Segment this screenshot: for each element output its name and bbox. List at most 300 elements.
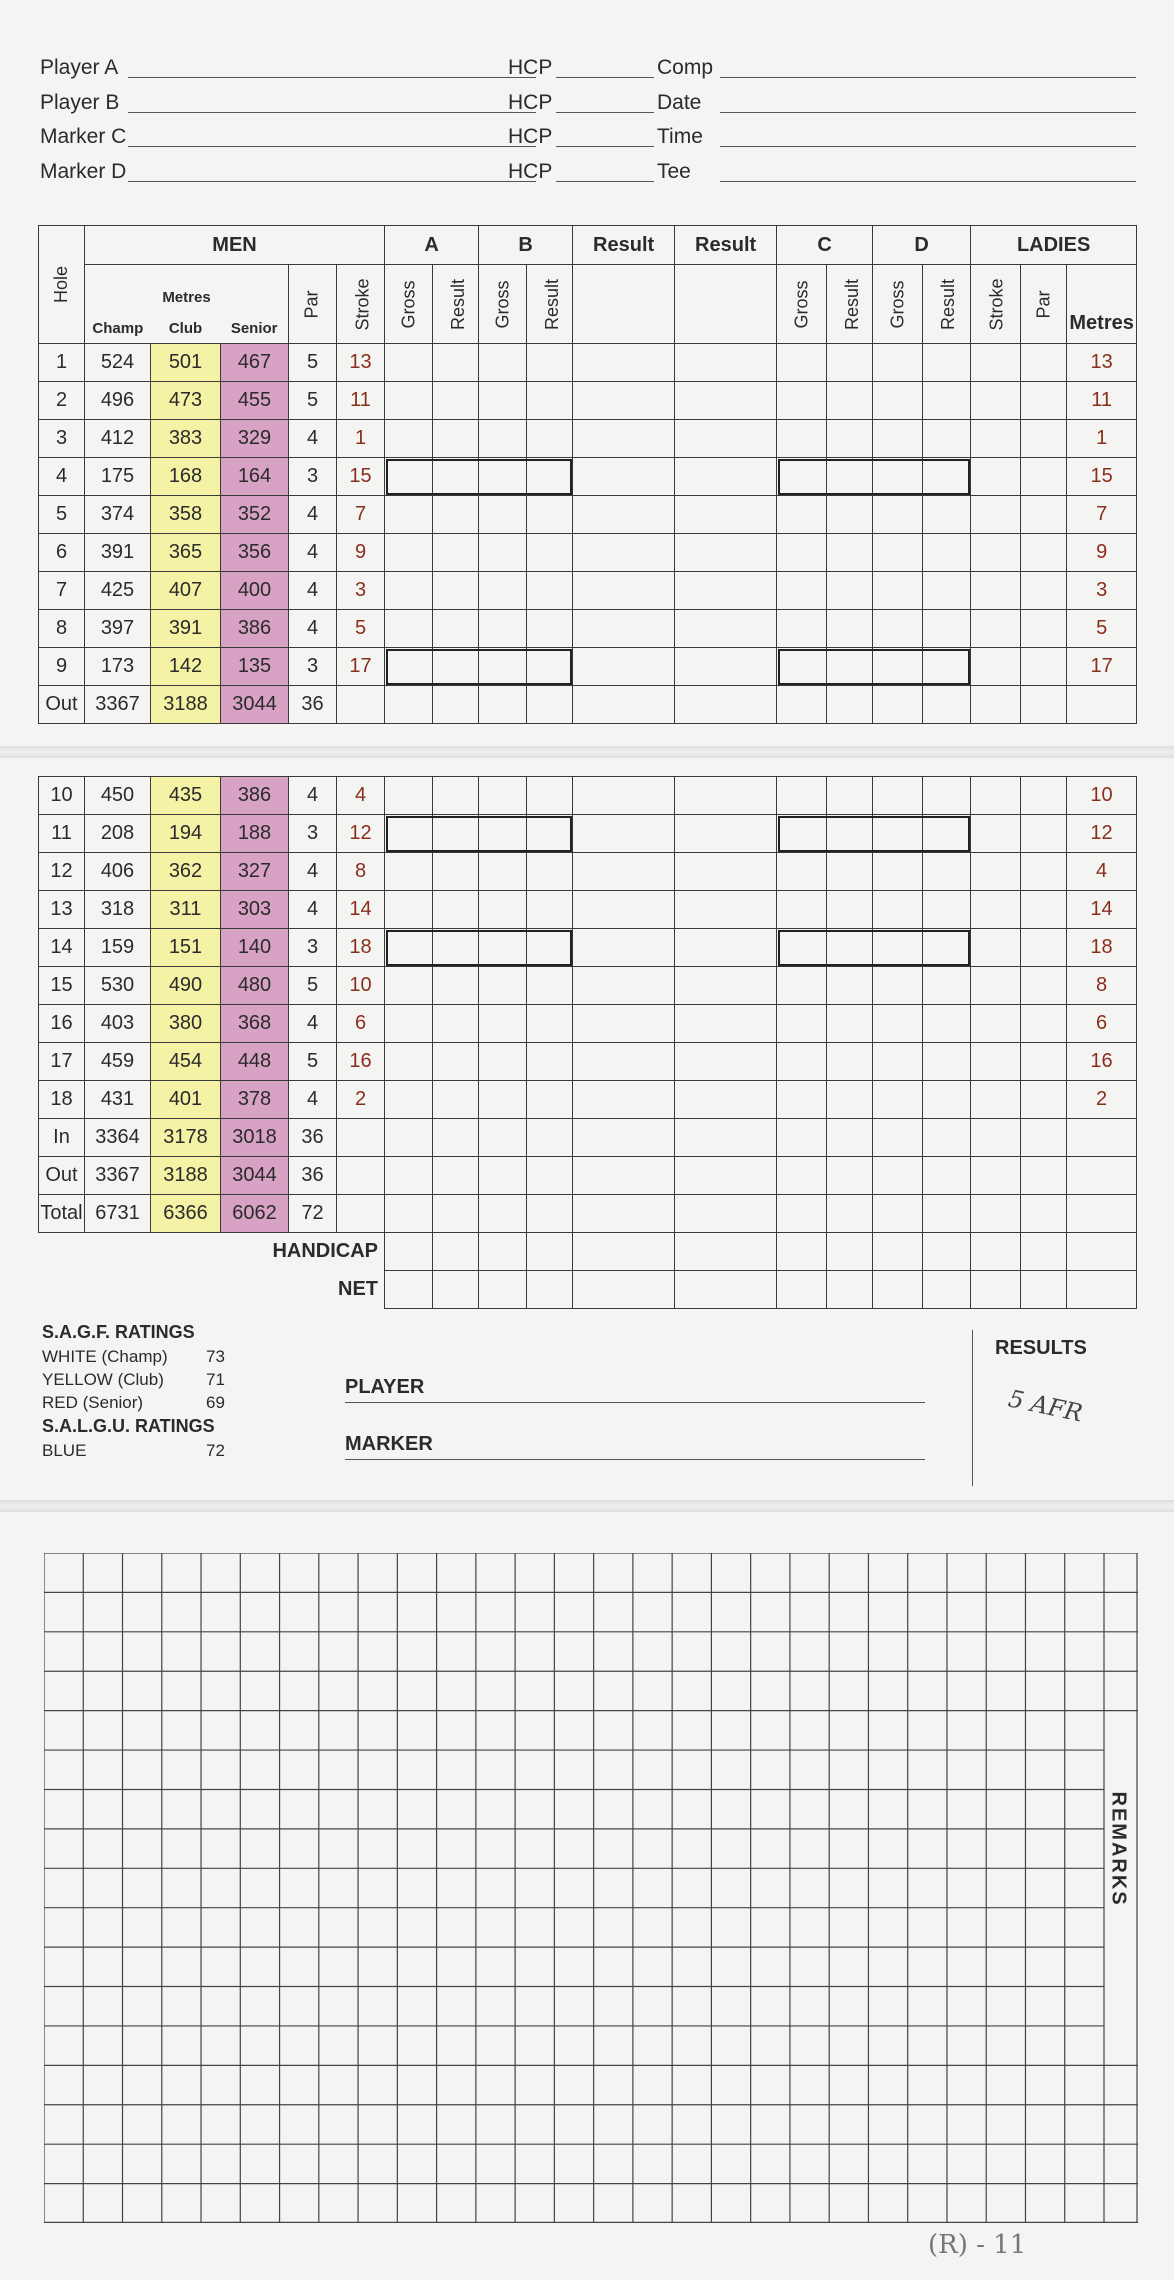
score-entry-cell[interactable] [923,420,971,458]
stroke-index: 5 [337,610,385,648]
score-entry-cell[interactable] [923,382,971,420]
hcp-entry-line[interactable] [556,181,654,182]
score-entry-cell[interactable] [777,1195,827,1233]
score-entry-cell[interactable] [777,534,827,572]
score-entry-cell[interactable] [1021,458,1067,496]
score-entry-cell[interactable] [873,1233,923,1271]
score-entry-cell[interactable] [923,534,971,572]
score-entry-cell[interactable] [971,1043,1021,1081]
score-entry-cell[interactable] [573,967,675,1005]
score-entry-cell[interactable] [827,1005,873,1043]
score-entry-cell[interactable] [527,1119,573,1157]
score-entry-cell[interactable] [479,344,527,382]
ladies-stroke-index: 13 [1067,344,1137,382]
score-entry-cell[interactable] [385,891,433,929]
score-entry-cell[interactable] [923,610,971,648]
score-entry-cell[interactable] [675,686,777,724]
score-entry-cell[interactable] [827,420,873,458]
vertical-label: Result [448,278,469,330]
score-entry-cell[interactable] [479,1081,527,1119]
score-entry-cell[interactable] [573,1119,675,1157]
score-entry-cell[interactable] [573,777,675,815]
score-entry-cell[interactable] [527,686,573,724]
score-entry-cell[interactable] [573,1081,675,1119]
vertical-label: Gross [492,279,513,329]
score-entry-cell[interactable] [873,382,923,420]
rating-white-value: 73 [206,1347,225,1366]
score-entry-cell[interactable] [573,1005,675,1043]
score-entry-cell[interactable] [923,1043,971,1081]
score-entry-cell[interactable] [479,777,527,815]
score-entry-cell[interactable] [675,853,777,891]
score-entry-cell[interactable] [573,1043,675,1081]
score-entry-cell[interactable] [527,344,573,382]
score-entry-cell[interactable] [675,382,777,420]
score-entry-cell[interactable] [923,1119,971,1157]
score-entry-cell[interactable] [971,572,1021,610]
score-entry-cell[interactable] [385,777,433,815]
score-entry-cell[interactable] [385,1119,433,1157]
score-entry-cell[interactable] [385,1081,433,1119]
hcp-entry-line[interactable] [556,77,654,78]
score-entry-cell[interactable] [479,534,527,572]
score-entry-cell[interactable] [827,1119,873,1157]
stroke-index: 13 [337,344,385,382]
par3-highlight-box [386,816,572,852]
score-entry-cell[interactable] [873,420,923,458]
score-entry-cell[interactable] [385,853,433,891]
info-entry-line[interactable] [720,181,1136,182]
sagf-ratings-title: S.A.G.F. RATINGS [42,1322,195,1342]
score-entry-cell[interactable] [433,853,479,891]
score-entry-cell[interactable] [385,382,433,420]
club-metres: 435 [151,777,221,815]
score-entry-cell[interactable] [971,1233,1021,1271]
score-entry-cell[interactable] [385,420,433,458]
score-entry-cell[interactable] [675,1119,777,1157]
score-entry-cell[interactable] [1021,967,1067,1005]
score-entry-cell[interactable] [573,1271,675,1309]
name-entry-line[interactable] [128,146,536,147]
champ-metres: 159 [85,929,151,967]
score-entry-cell[interactable] [527,534,573,572]
score-entry-cell[interactable] [573,458,675,496]
score-entry-cell[interactable] [971,853,1021,891]
score-entry-cell[interactable] [923,1081,971,1119]
score-entry-cell[interactable] [923,1195,971,1233]
score-entry-cell[interactable] [1021,815,1067,853]
score-entry-cell[interactable] [433,1233,479,1271]
score-entry-cell[interactable] [433,891,479,929]
score-entry-cell[interactable] [777,344,827,382]
score-entry-cell[interactable] [527,1271,573,1309]
score-entry-cell[interactable] [1021,1233,1067,1271]
score-entry-cell[interactable] [573,1195,675,1233]
score-entry-cell[interactable] [1021,534,1067,572]
score-entry-cell[interactable] [777,1157,827,1195]
score-entry-cell[interactable] [1021,1043,1067,1081]
score-entry-cell[interactable] [675,1195,777,1233]
score-entry-cell[interactable] [527,967,573,1005]
score-entry-cell[interactable] [873,496,923,534]
score-entry-cell[interactable] [433,1043,479,1081]
score-entry-cell[interactable] [873,853,923,891]
score-entry-cell[interactable] [573,853,675,891]
score-entry-cell[interactable] [675,458,777,496]
score-entry-cell[interactable] [971,344,1021,382]
score-entry-cell[interactable] [827,496,873,534]
score-entry-cell[interactable] [433,610,479,648]
score-entry-cell[interactable] [971,1081,1021,1119]
score-entry-cell[interactable] [873,1157,923,1195]
score-entry-cell[interactable] [573,1157,675,1195]
score-entry-cell[interactable] [675,610,777,648]
score-entry-cell[interactable] [479,1119,527,1157]
score-entry-cell[interactable] [433,1081,479,1119]
score-entry-cell[interactable] [433,686,479,724]
score-entry-cell[interactable] [385,534,433,572]
score-entry-cell[interactable] [971,1119,1021,1157]
par: 4 [289,853,337,891]
name-entry-line[interactable] [128,112,536,113]
score-entry-cell[interactable] [827,891,873,929]
score-entry-cell[interactable] [527,420,573,458]
score-entry-cell[interactable] [527,572,573,610]
score-entry-cell[interactable] [873,1271,923,1309]
score-entry-cell[interactable] [527,891,573,929]
score-entry-cell[interactable] [385,967,433,1005]
score-entry-cell[interactable] [385,1195,433,1233]
score-entry-cell[interactable] [873,1119,923,1157]
score-entry-cell[interactable] [971,420,1021,458]
score-entry-cell[interactable] [1021,891,1067,929]
score-entry-cell[interactable] [923,891,971,929]
score-entry-cell[interactable] [573,815,675,853]
score-entry-cell[interactable] [433,1195,479,1233]
score-entry-cell[interactable] [873,1081,923,1119]
score-entry-cell[interactable] [923,1157,971,1195]
marker-signature-line[interactable] [345,1459,925,1460]
score-entry-cell[interactable] [479,420,527,458]
score-entry-cell[interactable] [827,1081,873,1119]
score-entry-cell[interactable] [777,1119,827,1157]
score-entry-cell[interactable] [1021,610,1067,648]
score-entry-cell[interactable] [1021,1081,1067,1119]
remarks-grid[interactable] [44,1553,1138,2223]
score-entry-cell[interactable] [777,891,827,929]
score-entry-cell[interactable] [385,1005,433,1043]
score-entry-cell[interactable] [675,967,777,1005]
score-entry-cell[interactable] [527,1233,573,1271]
score-entry-cell[interactable] [433,1119,479,1157]
score-entry-cell[interactable] [777,1081,827,1119]
score-entry-cell[interactable] [1021,929,1067,967]
score-entry-cell[interactable] [433,534,479,572]
score-entry-cell[interactable] [675,891,777,929]
score-entry-cell[interactable] [1021,853,1067,891]
score-entry-cell[interactable] [923,777,971,815]
score-entry-cell[interactable] [777,853,827,891]
stroke-index: 1 [337,420,385,458]
score-entry-cell[interactable] [827,967,873,1005]
score-entry-cell[interactable] [479,1043,527,1081]
score-entry-cell[interactable] [873,610,923,648]
score-entry-cell[interactable] [777,610,827,648]
marker-signature-label: MARKER [345,1433,433,1455]
score-entry-cell[interactable] [479,967,527,1005]
score-entry-cell[interactable] [827,777,873,815]
score-entry-cell[interactable] [1021,420,1067,458]
score-entry-cell[interactable] [675,777,777,815]
score-entry-cell[interactable] [827,1043,873,1081]
score-entry-cell[interactable] [675,572,777,610]
score-entry-cell[interactable] [675,929,777,967]
score-entry-cell[interactable] [433,1005,479,1043]
score-entry-cell[interactable] [827,610,873,648]
name-entry-line[interactable] [128,181,536,182]
score-entry-cell[interactable] [385,1271,433,1309]
score-entry-cell[interactable] [923,853,971,891]
club-metres: 311 [151,891,221,929]
score-entry-cell[interactable] [479,1233,527,1271]
score-entry-cell[interactable] [675,815,777,853]
score-entry-cell[interactable] [385,610,433,648]
score-entry-cell[interactable] [923,686,971,724]
score-entry-cell[interactable] [1021,1271,1067,1309]
score-entry-cell[interactable] [385,344,433,382]
score-entry-cell[interactable] [479,1005,527,1043]
score-entry-cell[interactable] [827,1233,873,1271]
score-entry-cell[interactable] [433,1157,479,1195]
score-entry-cell[interactable] [971,610,1021,648]
score-entry-cell[interactable] [573,420,675,458]
champ-metres: 374 [85,496,151,534]
score-entry-cell[interactable] [971,382,1021,420]
score-entry-cell[interactable] [971,1195,1021,1233]
score-entry-cell[interactable] [479,1157,527,1195]
score-entry-cell[interactable] [873,572,923,610]
score-entry-cell[interactable] [675,1233,777,1271]
score-entry-cell[interactable] [573,648,675,686]
score-entry-cell[interactable] [1021,1119,1067,1157]
score-entry-cell[interactable] [971,777,1021,815]
score-entry-cell[interactable] [433,1271,479,1309]
score-entry-cell[interactable] [573,891,675,929]
score-entry-cell[interactable] [971,648,1021,686]
score-entry-cell[interactable] [971,815,1021,853]
score-entry-cell[interactable] [827,1157,873,1195]
score-entry-cell[interactable] [777,967,827,1005]
score-entry-cell[interactable] [527,1195,573,1233]
score-entry-cell[interactable] [527,610,573,648]
score-entry-cell[interactable] [573,929,675,967]
club-metres: 391 [151,610,221,648]
score-entry-cell[interactable] [777,777,827,815]
hole-number: 16 [39,1005,85,1043]
score-entry-cell[interactable] [527,382,573,420]
score-entry-cell[interactable] [1021,496,1067,534]
score-entry-cell[interactable] [385,1043,433,1081]
score-entry-cell[interactable] [827,853,873,891]
score-entry-cell[interactable] [971,1271,1021,1309]
score-entry-cell[interactable] [777,382,827,420]
score-entry-cell[interactable] [1021,686,1067,724]
score-entry-cell[interactable] [479,610,527,648]
scorecard-front-nine [38,225,1137,724]
score-entry-cell[interactable] [971,496,1021,534]
score-entry-cell[interactable] [573,610,675,648]
score-entry-cell[interactable] [923,967,971,1005]
score-entry-cell[interactable] [573,534,675,572]
score-entry-cell[interactable] [433,572,479,610]
score-entry-cell[interactable] [923,496,971,534]
score-entry-cell[interactable] [1021,572,1067,610]
info-entry-line[interactable] [720,112,1136,113]
score-entry-cell[interactable] [675,1271,777,1309]
score-entry-cell[interactable] [923,1271,971,1309]
score-entry-cell[interactable] [479,686,527,724]
score-entry-cell[interactable] [873,777,923,815]
score-entry-cell[interactable] [777,686,827,724]
score-entry-cell[interactable] [479,1271,527,1309]
score-entry-cell[interactable] [675,648,777,686]
champ-metres: 3367 [85,1157,151,1195]
score-entry-cell[interactable] [827,1195,873,1233]
score-entry-cell[interactable] [971,458,1021,496]
score-entry-cell[interactable] [385,496,433,534]
score-entry-cell[interactable] [573,344,675,382]
score-entry-cell[interactable] [479,853,527,891]
score-entry-cell[interactable] [873,1195,923,1233]
score-entry-cell[interactable] [1021,1195,1067,1233]
score-entry-cell[interactable] [1021,344,1067,382]
hcp-entry-line[interactable] [556,112,654,113]
score-entry-cell[interactable] [873,686,923,724]
score-entry-cell[interactable] [385,1157,433,1195]
score-entry-cell[interactable] [873,967,923,1005]
score-entry-cell[interactable] [527,853,573,891]
score-entry-cell[interactable] [777,1043,827,1081]
table-row [39,420,1137,458]
col-hole [39,226,85,344]
info-label: Time [657,125,703,148]
score-entry-cell[interactable] [433,382,479,420]
score-entry-cell[interactable] [873,534,923,572]
score-entry-cell[interactable] [433,344,479,382]
score-entry-cell[interactable] [777,420,827,458]
info-entry-line[interactable] [720,146,1136,147]
score-entry-cell[interactable] [827,686,873,724]
score-entry-cell[interactable] [479,382,527,420]
score-entry-cell[interactable] [479,496,527,534]
score-entry-cell[interactable] [971,534,1021,572]
score-entry-cell[interactable] [1021,1005,1067,1043]
ladies-stroke-index: 6 [1067,1005,1137,1043]
score-entry-cell[interactable] [923,572,971,610]
score-entry-cell[interactable] [827,382,873,420]
score-entry-cell[interactable] [777,496,827,534]
score-entry-cell[interactable] [873,1043,923,1081]
ladies-stroke-index: 10 [1067,777,1137,815]
score-entry-cell[interactable] [1067,1233,1137,1271]
score-entry-cell[interactable] [385,686,433,724]
score-entry-cell[interactable] [923,344,971,382]
score-entry-cell[interactable] [971,686,1021,724]
col-result [433,265,479,344]
score-entry-cell[interactable] [827,534,873,572]
hole-number: 9 [39,648,85,686]
club-metres: 168 [151,458,221,496]
score-entry-cell[interactable] [573,496,675,534]
score-entry-cell[interactable] [777,572,827,610]
score-entry-cell[interactable] [827,344,873,382]
player-signature-line[interactable] [345,1402,925,1403]
score-entry-cell[interactable] [433,777,479,815]
score-entry-cell[interactable] [777,1233,827,1271]
score-entry-cell[interactable] [527,1081,573,1119]
score-entry-cell[interactable] [385,1233,433,1271]
score-entry-cell[interactable] [675,344,777,382]
score-entry-cell[interactable] [675,1081,777,1119]
score-entry-cell[interactable] [527,777,573,815]
score-entry-cell[interactable] [675,1043,777,1081]
score-entry-cell[interactable] [971,1157,1021,1195]
info-entry-line[interactable] [720,77,1136,78]
score-entry-cell[interactable] [527,1005,573,1043]
score-entry-cell[interactable] [971,1005,1021,1043]
score-entry-cell[interactable] [923,1005,971,1043]
score-entry-cell[interactable] [1067,1271,1137,1309]
score-entry-cell[interactable] [873,891,923,929]
score-entry-cell[interactable] [527,496,573,534]
score-entry-cell[interactable] [827,1271,873,1309]
score-entry-cell[interactable] [873,344,923,382]
score-entry-cell[interactable] [675,534,777,572]
score-entry-cell[interactable] [573,572,675,610]
score-entry-cell[interactable] [479,572,527,610]
score-entry-cell[interactable] [1021,648,1067,686]
score-entry-cell[interactable] [573,686,675,724]
score-entry-cell[interactable] [1021,1157,1067,1195]
hcp-entry-line[interactable] [556,146,654,147]
score-entry-cell[interactable] [923,1233,971,1271]
score-entry-cell[interactable] [1021,382,1067,420]
score-entry-cell[interactable] [873,1005,923,1043]
score-entry-cell[interactable] [675,496,777,534]
score-entry-cell[interactable] [675,420,777,458]
score-entry-cell[interactable] [971,967,1021,1005]
score-entry-cell[interactable] [385,572,433,610]
score-entry-cell[interactable] [527,1043,573,1081]
score-entry-cell[interactable] [827,572,873,610]
score-entry-cell[interactable] [573,382,675,420]
score-entry-cell[interactable] [479,891,527,929]
name-entry-line[interactable] [128,77,536,78]
score-entry-cell[interactable] [433,496,479,534]
score-entry-cell[interactable] [971,929,1021,967]
score-entry-cell[interactable] [675,1005,777,1043]
score-entry-cell[interactable] [433,967,479,1005]
score-entry-cell[interactable] [479,1195,527,1233]
score-entry-cell[interactable] [777,1005,827,1043]
score-entry-cell[interactable] [1021,777,1067,815]
score-entry-cell[interactable] [675,1157,777,1195]
score-entry-cell[interactable] [971,891,1021,929]
score-entry-cell[interactable] [777,1271,827,1309]
score-entry-cell[interactable] [573,1233,675,1271]
score-entry-cell[interactable] [527,1157,573,1195]
score-entry-cell[interactable] [433,420,479,458]
